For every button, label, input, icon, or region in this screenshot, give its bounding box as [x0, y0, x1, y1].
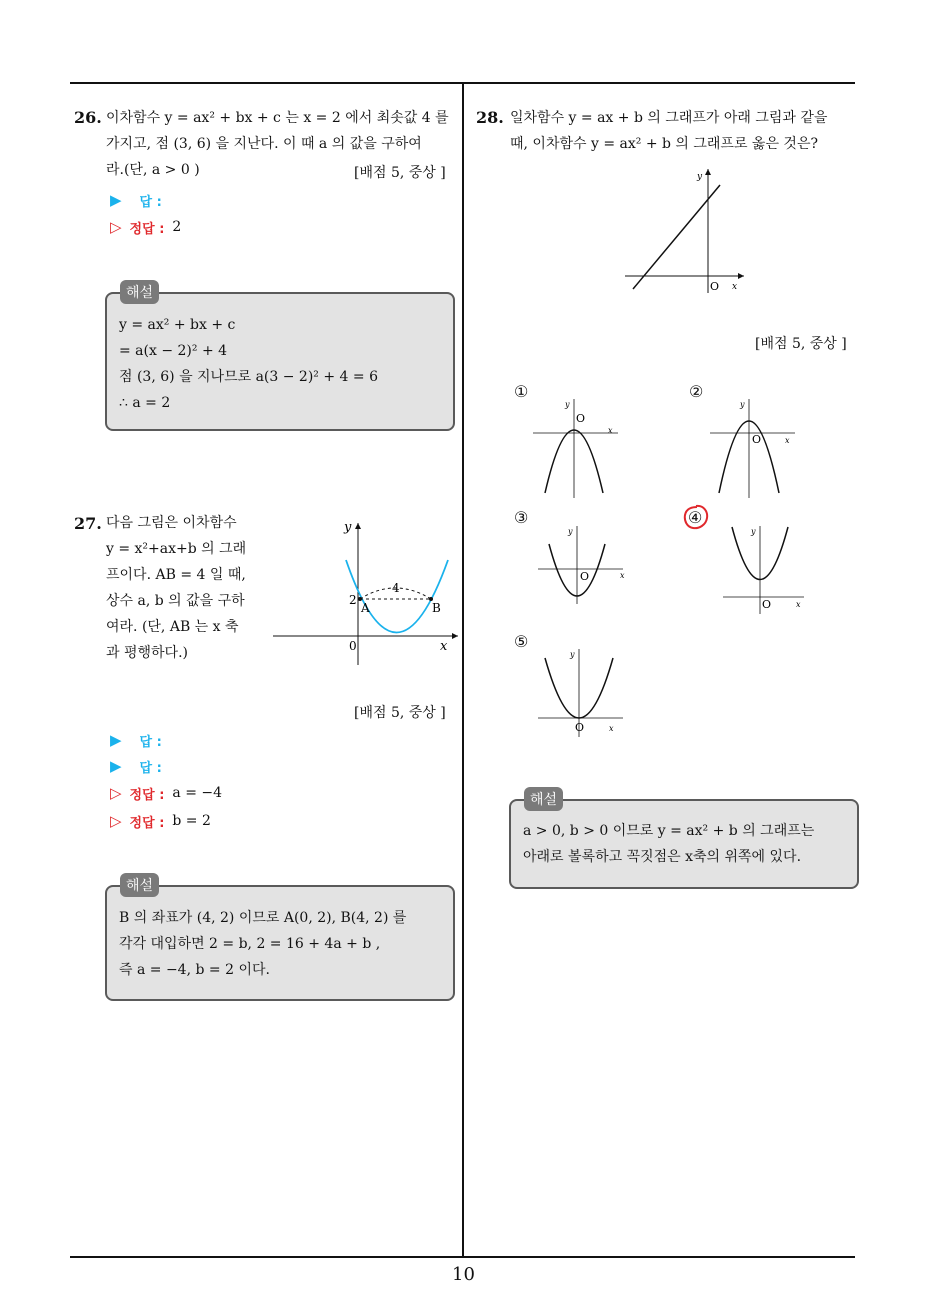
q27-a-label: A [361, 601, 370, 615]
q26-solution-line-1: y = ax² + bx + c [119, 317, 236, 333]
q28-line-graph [620, 165, 750, 295]
q26-solution-tag: 해설 [120, 280, 159, 304]
q27-line-6: 과 평행하다.) [106, 645, 188, 661]
q26-correct-value: 2 [172, 219, 182, 235]
svg-text:y: y [751, 527, 756, 536]
q26-line-2: 가지고, 점 (3, 6) 을 지난다. 이 때 a 의 값을 구하여 [106, 136, 422, 152]
q26-number: 26. [74, 108, 102, 127]
answer-marker-icon: ▶ [110, 757, 122, 775]
q27-line-4: 상수 a, b 의 값을 구하 [106, 593, 245, 609]
bottom-rule [70, 1256, 855, 1258]
svg-text:O: O [752, 433, 762, 446]
q27-line-3: 프이다. AB = 4 일 때, [106, 567, 246, 583]
q27-line-5: 여라. (단, AB 는 x 축 [106, 619, 239, 635]
q27-answer-row-1 [110, 728, 162, 752]
q27-correct-label-2: 정답 : [129, 815, 165, 831]
q27-origin-label: 0 [349, 639, 357, 653]
q28-text [510, 105, 860, 157]
q27-solution-line-3: 즉 a = −4, b = 2 이다. [119, 962, 270, 978]
option-5-graph[interactable] [533, 645, 628, 740]
q27-correct-value-2: b = 2 [172, 813, 211, 829]
q27-answer-row-2 [110, 754, 162, 778]
q27-y-label: y [344, 520, 352, 535]
page-number: 10 [452, 1264, 475, 1285]
q27-x-label: x [440, 639, 448, 654]
q27-solution-line-1: B 의 좌표가 (4, 2) 이므로 A(0, 2), B(4, 2) 를 [119, 910, 407, 926]
q27-b-label: B [432, 601, 441, 615]
option-3-label[interactable]: ③ [514, 508, 529, 527]
column-divider [462, 82, 464, 1257]
svg-text:x: x [796, 600, 801, 609]
q27-solution-box [105, 885, 455, 1001]
q28-solution-line-1: a > 0, b > 0 이므로 y = ax² + b 의 그래프는 [523, 823, 815, 839]
q27-four-label: 4 [392, 581, 400, 595]
q28-origin-label: O [710, 280, 720, 293]
q28-y-label: y [697, 172, 703, 182]
q27-correct-label-1: 정답 : [129, 787, 165, 803]
q28-number: 28. [476, 108, 504, 127]
q28-score: [배점 5, 중상 ] [755, 336, 847, 352]
option-2-label[interactable]: ② [689, 382, 704, 401]
q26-answer-row [110, 188, 162, 212]
q26-solution-text [119, 312, 378, 416]
q27-solution-tag: 해설 [120, 873, 159, 897]
correct-marker-icon: ▷ [110, 218, 122, 236]
q26-answer-label: 답 : [139, 194, 162, 210]
svg-text:y: y [570, 650, 575, 659]
q27-answer-label-1: 답 : [139, 734, 162, 750]
q26-solution-line-4: ∴ a = 2 [119, 395, 171, 411]
q27-text [106, 510, 266, 666]
svg-text:O: O [580, 570, 590, 583]
q27-correct-row-2 [110, 809, 211, 833]
q27-number: 27. [74, 514, 102, 533]
q26-correct-label: 정답 : [129, 221, 165, 237]
q26-solution-line-2: = a(x − 2)² + 4 [119, 343, 228, 359]
svg-text:x: x [608, 426, 613, 435]
svg-text:y: y [740, 400, 745, 409]
q27-answer-label-2: 답 : [139, 760, 162, 776]
q27-x-arrow-icon [452, 633, 458, 639]
q28-y-arrow-icon [705, 169, 711, 175]
svg-text:y: y [568, 527, 573, 536]
q27-line-1: 다음 그림은 이차함수 [106, 515, 237, 531]
option-3-graph[interactable] [533, 522, 628, 607]
correct-marker-icon: ▷ [110, 784, 122, 802]
q28-x-label: x [732, 282, 738, 292]
q26-solution-box [105, 292, 455, 431]
q27-correct-value-1: a = −4 [172, 785, 223, 801]
q26-score: [배점 5, 중상 ] [354, 165, 446, 181]
q28-solution-box [509, 799, 859, 889]
q27-two-label: 2 [349, 593, 357, 607]
option-1-graph[interactable] [528, 395, 623, 500]
svg-text:x: x [785, 436, 790, 445]
option-4-graph[interactable] [718, 522, 808, 617]
svg-text:O: O [575, 721, 585, 734]
q27-solution-line-2: 각각 대입하면 2 = b, 2 = 16 + 4a + b , [119, 936, 381, 952]
q27-correct-row-1 [110, 781, 222, 805]
q27-line-2: y = x²+ax+b 의 그래 [106, 541, 247, 557]
svg-text:y: y [565, 400, 570, 409]
svg-text:x: x [620, 571, 625, 580]
correct-marker-icon: ▷ [110, 812, 122, 830]
q26-solution-line-3: 점 (3, 6) 을 지나므로 a(3 − 2)² + 4 = 6 [119, 369, 378, 385]
q28-x-arrow-icon [738, 273, 744, 279]
svg-text:O: O [576, 412, 586, 425]
q28-solution-line-2: 아래로 볼록하고 꼭짓점은 x축의 위쪽에 있다. [523, 849, 802, 865]
q27-y-arrow-icon [355, 523, 361, 529]
answer-marker-icon: ▶ [110, 731, 122, 749]
q27-parabola [346, 560, 448, 633]
q26-correct-row [110, 215, 181, 239]
svg-text:x: x [609, 724, 614, 733]
q28-line-1: 일차함수 y = ax + b 의 그래프가 아래 그림과 같을 [510, 110, 828, 126]
q27-solution-text [119, 905, 406, 983]
option-5-label[interactable]: ⑤ [514, 632, 529, 651]
option-1-label[interactable]: ① [514, 382, 529, 401]
q28-solution-text [523, 818, 814, 870]
option-4-label[interactable]: ④ [688, 508, 703, 527]
q28-solution-tag: 해설 [524, 787, 563, 811]
q27-score: [배점 5, 중상 ] [354, 705, 446, 721]
q28-linear-function [633, 185, 720, 289]
q27-graph [268, 515, 463, 665]
answer-marker-icon: ▶ [110, 191, 122, 209]
q28-line-2: 때, 이차함수 y = ax² + b 의 그래프로 옳은 것은? [510, 136, 818, 152]
option-2-graph[interactable] [705, 395, 800, 500]
svg-text:O: O [762, 598, 772, 611]
q26-line-3: 라.(단, a > 0 ) [106, 162, 200, 178]
q26-line-1: 이차함수 y = ax² + bx + c 는 x = 2 에서 최솟값 4 를 [106, 110, 449, 126]
